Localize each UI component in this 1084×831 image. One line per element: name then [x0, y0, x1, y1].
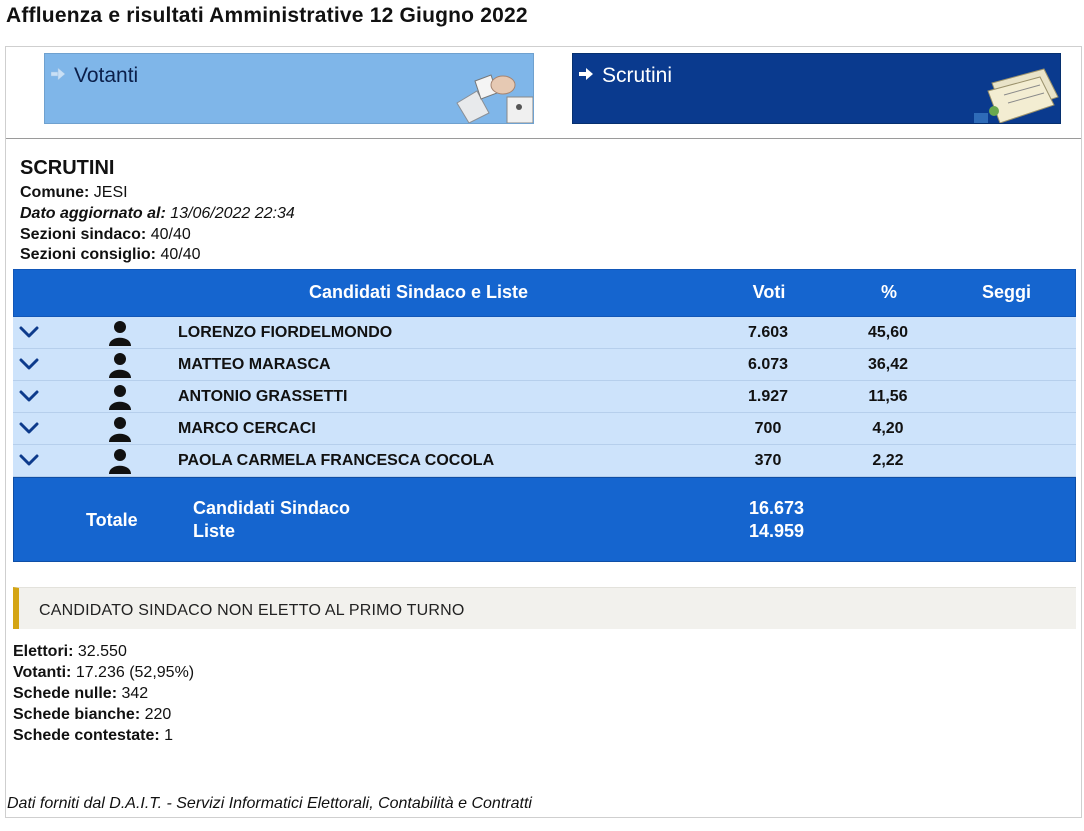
- candidate-pct: 4,20: [872, 420, 904, 437]
- tab-votanti[interactable]: [44, 53, 534, 124]
- stat-nulle-label: Schede nulle:: [13, 685, 118, 702]
- meta-sez-consiglio-label: Sezioni consiglio:: [20, 246, 157, 263]
- candidate-voti: 700: [754, 420, 782, 437]
- arrow-right-icon: [579, 68, 593, 80]
- person-icon: [109, 352, 131, 378]
- results-header: [13, 269, 1076, 317]
- meta-sez-sindaco-label: Sezioni sindaco:: [20, 226, 147, 243]
- meta-sez-consiglio-value: 40/40: [160, 246, 201, 263]
- candidate-name: PAOLA CARMELA FRANCESCA COCOLA: [178, 452, 495, 469]
- header-voti: Voti: [752, 282, 786, 302]
- meta-comune: [20, 184, 128, 202]
- candidate-voti: 7.603: [747, 324, 789, 341]
- results-table: [13, 269, 1076, 562]
- meta-dato-value: 13/06/2022 22:34: [170, 205, 295, 222]
- person-icon: [109, 448, 131, 474]
- total-candidati-label: Candidati Sindaco: [193, 498, 351, 518]
- stat-bianche-value: 220: [144, 706, 172, 723]
- table-row: [13, 381, 1076, 413]
- meta-comune-value: JESI: [93, 184, 128, 201]
- ballot-box-icon: [447, 63, 533, 123]
- results-total: [13, 477, 1076, 562]
- person-icon: [109, 320, 131, 346]
- stat-contestate-label: Schede contestate:: [13, 727, 160, 744]
- meta-sezioni-sindaco: [20, 226, 191, 244]
- candidate-voti: 6.073: [747, 356, 789, 373]
- candidate-name: ANTONIO GRASSETTI: [178, 388, 348, 405]
- meta-sez-sindaco-value: 40/40: [150, 226, 191, 243]
- tab-scrutini[interactable]: [572, 53, 1061, 124]
- chevron-down-icon[interactable]: [19, 358, 39, 371]
- meta-comune-label: Comune:: [20, 184, 90, 201]
- stat-schede-contestate: [13, 727, 173, 745]
- total-label: Totale: [86, 510, 138, 530]
- total-candidati-value: 16.673: [748, 498, 804, 518]
- result-notice: [13, 587, 1076, 629]
- candidate-pct: 36,42: [867, 356, 909, 373]
- stat-elettori-value: 32.550: [77, 643, 127, 660]
- tab-votanti-label: Votanti: [74, 64, 139, 87]
- meta-dato: [20, 205, 295, 223]
- stat-elettori-label: Elettori:: [13, 643, 74, 660]
- result-notice-text: CANDIDATO SINDACO NON ELETTO AL PRIMO TURNO: [39, 602, 465, 619]
- person-icon: [109, 384, 131, 410]
- stat-votanti-label: Votanti:: [13, 664, 72, 681]
- chevron-down-icon[interactable]: [19, 422, 39, 435]
- arrow-right-icon: [51, 68, 65, 80]
- total-liste-label: Liste: [193, 521, 236, 541]
- stat-contestate-value: 1: [164, 727, 174, 744]
- table-row: [13, 317, 1076, 349]
- meta-dato-label: Dato aggiornato al:: [20, 205, 166, 222]
- candidate-pct: 45,60: [867, 324, 909, 341]
- table-row: [13, 445, 1076, 477]
- stat-votanti: [13, 664, 194, 682]
- candidate-name: MARCO CERCACI: [178, 420, 316, 437]
- candidate-name: LORENZO FIORDELMONDO: [178, 324, 393, 341]
- table-row: [13, 349, 1076, 381]
- meta-sezioni-consiglio: [20, 246, 201, 264]
- chevron-down-icon[interactable]: [19, 454, 39, 467]
- ballot-papers-icon: [974, 63, 1060, 123]
- stat-nulle-value: 342: [121, 685, 149, 702]
- tab-scrutini-label: Scrutini: [602, 64, 673, 87]
- main-frame: [5, 46, 1082, 818]
- stat-schede-bianche: [13, 706, 171, 724]
- footer-source: Dati forniti dal D.A.I.T. - Servizi Informatici Elettorali, Contabilità e Contratti: [7, 795, 532, 812]
- person-icon: [109, 416, 131, 442]
- candidate-pct: 2,22: [872, 452, 904, 469]
- section-title: SCRUTINI: [20, 157, 115, 179]
- stat-schede-nulle: [13, 685, 148, 703]
- stat-votanti-value: 17.236 (52,95%): [75, 664, 195, 681]
- chevron-down-icon[interactable]: [19, 326, 39, 339]
- header-pct: %: [880, 282, 897, 302]
- candidate-voti: 370: [754, 452, 782, 469]
- nav-area: [6, 47, 1081, 139]
- stat-bianche-label: Schede bianche:: [13, 706, 141, 723]
- header-candidati: Candidati Sindaco e Liste: [309, 282, 529, 302]
- candidate-name: MATTEO MARASCA: [178, 356, 331, 373]
- candidate-voti: 1.927: [747, 388, 789, 405]
- header-seggi: Seggi: [981, 282, 1031, 302]
- candidate-pct: 11,56: [868, 388, 908, 405]
- chevron-down-icon[interactable]: [19, 390, 39, 403]
- page-title: Affluenza e risultati Amministrative 12 Giugno 2022: [6, 4, 528, 27]
- total-liste-value: 14.959: [748, 521, 804, 541]
- stat-elettori: [13, 643, 127, 661]
- table-row: [13, 413, 1076, 445]
